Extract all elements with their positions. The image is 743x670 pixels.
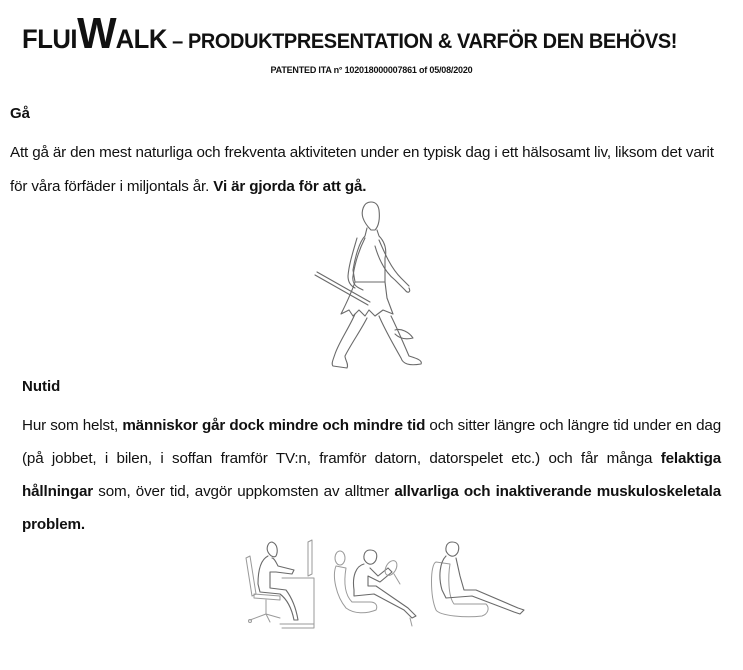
brand-prefix: FLUI	[22, 24, 78, 54]
title-subtitle: – PRODUKTPRESENTATION & VARFÖR DEN BEHÖVS!	[166, 30, 678, 53]
paragraph-text: och sitter längre och längre tid under en dag (på jobbet, i bilen, i soffan framför TV:n, framför datorn, datorspelet etc.) och får många	[22, 417, 722, 467]
section-ga	[10, 104, 722, 204]
section-nutid	[22, 377, 721, 541]
section-heading-nutid: Nutid	[22, 378, 61, 395]
paragraph-text: Att gå är den mest naturliga och frekventa aktiviteten under en typisk dag i ett hälsosamt liv, liksom det varit för våra förfäder i miljontals år.	[10, 144, 714, 195]
paragraph-text: Hur som helst,	[22, 417, 123, 434]
section-paragraph-ga	[10, 136, 722, 204]
brand-suffix: ALK	[115, 24, 167, 54]
section-paragraph-nutid	[22, 409, 721, 541]
patent-notice: PATENTED ITA n° 102018000007861 of 05/08/2020	[270, 65, 473, 75]
paragraph-text: som, över tid, avgör uppkomsten av alltmer	[93, 483, 395, 500]
car-driving-figure-icon	[334, 550, 416, 626]
office-sitting-figure-icon	[246, 540, 314, 628]
walking-figure-illustration	[305, 198, 435, 373]
paragraph-emphasis: allvarliga och inaktiverande muskuloskeletala problem.	[22, 483, 721, 533]
brand-big-letter: W	[77, 9, 116, 58]
walking-person-icon	[305, 198, 435, 373]
sofa-reclined-figure-icon	[432, 542, 525, 617]
paragraph-emphasis: felaktiga hållningar	[22, 450, 721, 500]
section-heading-ga: Gå	[10, 105, 31, 122]
paragraph-emphasis: människor går dock mindre och mindre tid	[122, 417, 426, 434]
sitting-postures-illustration	[236, 536, 532, 636]
document-title	[22, 9, 687, 64]
paragraph-emphasis: Vi är gjorda för att gå.	[213, 178, 367, 195]
